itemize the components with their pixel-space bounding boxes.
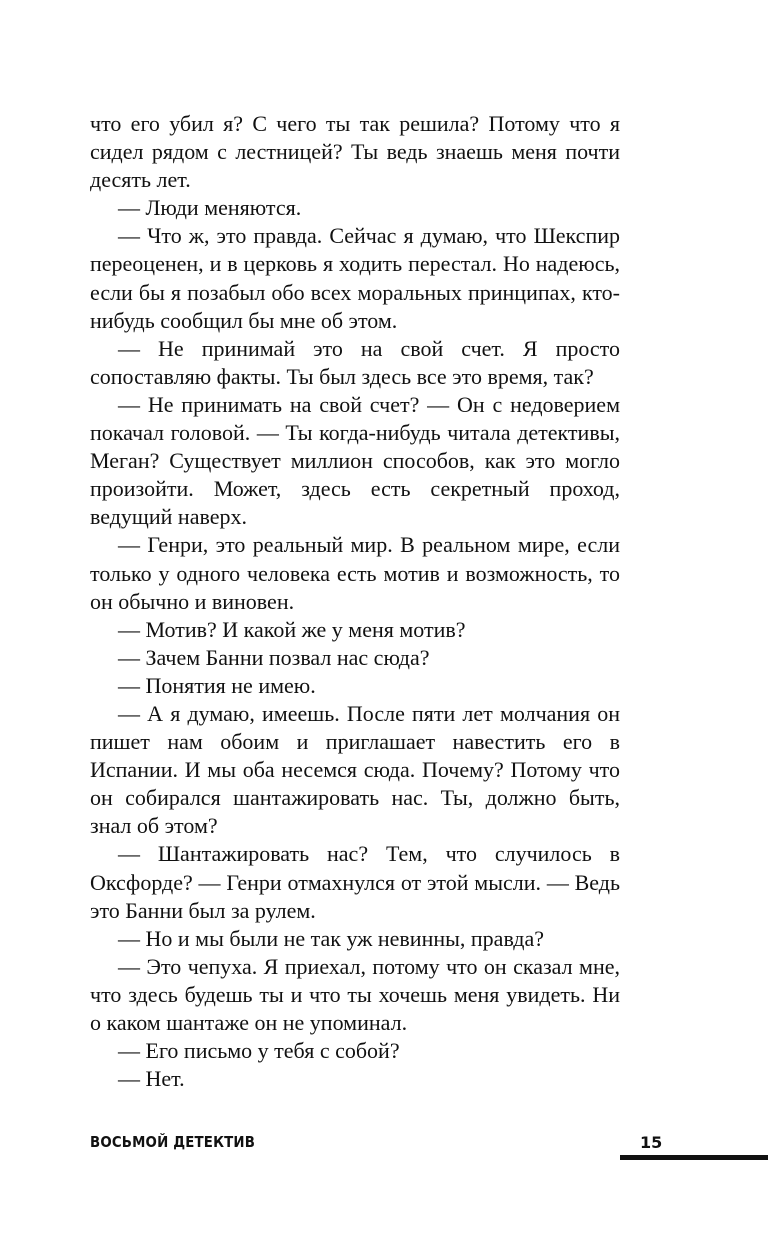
paragraph-12: — Но и мы были не так уж невинны, правда? xyxy=(118,925,545,951)
paragraph-4: — Не принимай это на свой счет. Я просто сопоставляю факты. Ты был здесь все это время, так? xyxy=(90,335,620,389)
paragraph-8: — Зачем Банни позвал нас сюда? xyxy=(118,644,430,670)
paragraph-3: — Что ж, это правда. Сейчас я думаю, что Шекспир переоценен, и в церковь я ходить перестал. Но надеюсь, если бы я позабыл обо всех моральных принципах, кто-нибудь сообщил бы мне об этом. xyxy=(90,223,620,333)
body-text xyxy=(90,110,620,1093)
paragraph-6: — Генри, это реальный мир. В реальном мире, если только у одного человека есть мотив и возможность, то он обычно и виновен. xyxy=(90,532,620,614)
paragraph-13: — Это чепуха. Я приехал, потому что он сказал мне, что здесь будешь ты и что ты хочешь меня увидеть. Ни о каком шантаже он не упоминал. xyxy=(90,953,620,1035)
paragraph-9: — Понятия не имею. xyxy=(118,672,316,698)
paragraph-10: — А я думаю, имеешь. После пяти лет молчания он пишет нам обоим и приглашает навестить его в Испании. И мы оба несемся сюда. Почему? Потому что он собирался шантажировать нас. Ты, должно быть, знал об этом? xyxy=(90,700,620,839)
paragraph-14: — Его письмо у тебя с собой? xyxy=(118,1038,400,1064)
paragraph-15: — Нет. xyxy=(118,1066,185,1092)
page-number: 15 xyxy=(640,1133,663,1152)
paragraph-7: — Мотив? И какой же у меня мотив? xyxy=(118,616,466,642)
paragraph-5: — Не принимать на свой счет? — Он с недоверием покачал головой. — Ты когда-нибудь читала детективы, Меган? Существует миллион способов, как это могло произойти. Может, здесь есть секретный проход, ведущий наверх. xyxy=(90,391,620,530)
paragraph-2: — Люди меняются. xyxy=(118,195,302,221)
paragraph-1: что его убил я? С чего ты так решила? Потому что я сидел рядом с лестницей? Ты ведь знаешь меня почти десять лет. xyxy=(90,111,620,193)
footer-rule xyxy=(620,1155,768,1160)
running-footer-title: ВОСЬМОЙ ДЕТЕКТИВ xyxy=(90,1133,256,1151)
paragraph-11: — Шантажировать нас? Тем, что случилось в Оксфорде? — Генри отмахнулся от этой мысли. — Ведь это Банни был за рулем. xyxy=(90,841,620,923)
